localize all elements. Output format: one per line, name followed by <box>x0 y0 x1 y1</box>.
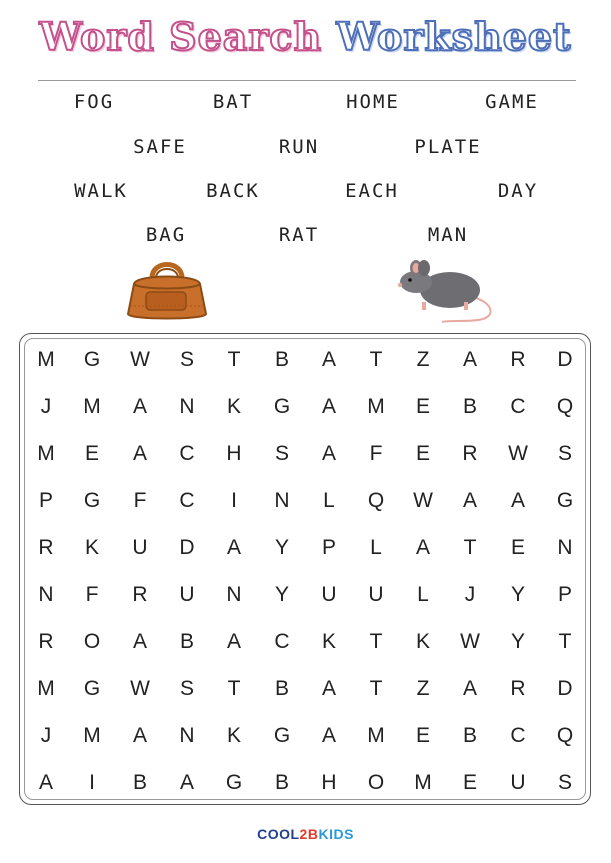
grid-letter: W <box>460 630 480 653</box>
grid-letter: N <box>179 395 195 418</box>
grid-letter: C <box>274 630 290 653</box>
word-list-item: SAFE <box>133 136 187 158</box>
word-list-item: GAME <box>485 91 539 113</box>
grid-letter: B <box>274 771 289 794</box>
grid-letter: R <box>510 677 526 700</box>
grid-letter: T <box>558 630 572 653</box>
grid-letter: R <box>38 536 54 559</box>
grid-letter: K <box>226 395 241 418</box>
grid-letter: E <box>84 442 99 465</box>
grid-letter: G <box>556 489 574 512</box>
grid-letter: U <box>321 583 337 606</box>
word-list-item: EACH <box>345 180 399 202</box>
grid-letter: B <box>274 348 289 371</box>
grid-letter: N <box>226 583 242 606</box>
grid-letter: O <box>83 630 101 653</box>
grid-letter: K <box>84 536 99 559</box>
word-list-item: HOME <box>346 91 400 113</box>
grid-letter: B <box>462 724 477 747</box>
grid-letter: G <box>83 677 101 700</box>
grid-letter: E <box>415 395 430 418</box>
grid-letter: N <box>557 536 573 559</box>
grid-letter: A <box>132 395 147 418</box>
word-list-item: BAT <box>212 91 254 113</box>
word-list-item: PLATE <box>414 136 482 158</box>
word-list-item: BAG <box>145 224 187 246</box>
grid-letter: I <box>231 489 237 512</box>
grid-letter: S <box>179 348 194 371</box>
grid-letter: E <box>415 724 430 747</box>
grid-letter: T <box>369 677 383 700</box>
grid-letter: L <box>370 536 382 559</box>
grid-letter: G <box>225 771 243 794</box>
grid-letter: B <box>462 395 477 418</box>
grid-letter: T <box>227 677 241 700</box>
grid-letter: M <box>83 395 101 418</box>
grid-letter: A <box>510 489 525 512</box>
grid-letter: E <box>510 536 525 559</box>
grid-letter: N <box>274 489 290 512</box>
grid-letter: Z <box>416 677 430 700</box>
grid-letter: G <box>273 724 291 747</box>
word-list-item: WALK <box>74 180 128 202</box>
word-list-item: RUN <box>278 136 320 158</box>
grid-letter: M <box>83 724 101 747</box>
grid-letter: N <box>38 583 54 606</box>
grid-letter: K <box>321 630 336 653</box>
grid-letter: F <box>85 583 99 606</box>
grid-letter: K <box>415 630 430 653</box>
bag-illustration <box>126 256 208 322</box>
grid-letter: A <box>179 771 194 794</box>
grid-letter: S <box>274 442 289 465</box>
grid-letter: P <box>321 536 336 559</box>
grid-letter: M <box>367 724 385 747</box>
grid-letter: Q <box>556 724 574 747</box>
grid-letter: A <box>415 536 430 559</box>
grid-letter: Q <box>367 489 385 512</box>
grid-letter: E <box>415 442 430 465</box>
word-list-item: RAT <box>278 224 320 246</box>
grid-letter: C <box>179 489 195 512</box>
grid-letter: B <box>132 771 147 794</box>
grid-letter: A <box>321 677 336 700</box>
grid-letter: S <box>557 442 572 465</box>
grid-letter: C <box>510 724 526 747</box>
grid-letter: M <box>37 677 55 700</box>
grid-letter: Y <box>510 630 525 653</box>
title-word-search: Word Search <box>39 14 323 59</box>
word-list-item: BACK <box>206 180 260 202</box>
worksheet-title <box>0 14 611 59</box>
grid-letter: U <box>368 583 384 606</box>
grid-letter: A <box>462 677 477 700</box>
grid-letter: A <box>462 489 477 512</box>
grid-letter: D <box>179 536 195 559</box>
grid-letter: M <box>367 395 385 418</box>
title-divider <box>38 80 576 81</box>
grid-letter: Y <box>274 536 289 559</box>
grid-letter: E <box>462 771 477 794</box>
grid-letter: J <box>40 724 52 747</box>
grid-letter: T <box>227 348 241 371</box>
grid-letter: G <box>83 489 101 512</box>
grid-letter: O <box>367 771 385 794</box>
grid-letter: M <box>414 771 432 794</box>
grid-letter: T <box>463 536 477 559</box>
cool2bkids-logo: COOL2BKIDS <box>257 826 354 842</box>
grid-letter: A <box>321 724 336 747</box>
grid-letter: B <box>179 630 194 653</box>
word-list-item: FOG <box>73 91 115 113</box>
grid-letter: H <box>321 771 337 794</box>
grid-letter: W <box>508 442 528 465</box>
grid-letter: T <box>369 630 383 653</box>
grid-letter: C <box>179 442 195 465</box>
grid-letter: A <box>226 536 241 559</box>
grid-letter: R <box>132 583 148 606</box>
grid-letter: A <box>132 630 147 653</box>
grid-letter: J <box>40 395 52 418</box>
grid-letter: R <box>462 442 478 465</box>
grid-letter: A <box>321 348 336 371</box>
grid-letter: U <box>510 771 526 794</box>
grid-letter: C <box>510 395 526 418</box>
grid-letter: Y <box>510 583 525 606</box>
grid-letter: K <box>226 724 241 747</box>
title-worksheet: Worksheet <box>336 14 572 59</box>
grid-letter: A <box>38 771 53 794</box>
grid-letter: D <box>557 348 573 371</box>
grid-letter: T <box>369 348 383 371</box>
grid-letter: B <box>274 677 289 700</box>
grid-letter: R <box>510 348 526 371</box>
grid-letter: F <box>369 442 383 465</box>
grid-letter: S <box>179 677 194 700</box>
grid-letter: S <box>557 771 572 794</box>
grid-letter: A <box>132 724 147 747</box>
grid-letter: W <box>130 677 150 700</box>
grid-letter: W <box>130 348 150 371</box>
grid-letter: M <box>37 442 55 465</box>
grid-letter: H <box>226 442 242 465</box>
grid-letter: A <box>462 348 477 371</box>
grid-letter: P <box>38 489 53 512</box>
word-list-item: MAN <box>427 224 469 246</box>
grid-letter: A <box>132 442 147 465</box>
rat-illustration <box>394 254 498 326</box>
grid-letter: Y <box>274 583 289 606</box>
grid-letter: G <box>83 348 101 371</box>
grid-letter: L <box>417 583 429 606</box>
grid-letter: P <box>557 583 572 606</box>
grid-letter: A <box>226 630 241 653</box>
grid-letter: Z <box>416 348 430 371</box>
grid-letter: G <box>273 395 291 418</box>
grid-letter: L <box>323 489 335 512</box>
grid-letter: F <box>133 489 147 512</box>
grid-letter: U <box>132 536 148 559</box>
grid-letter: J <box>464 583 476 606</box>
grid-letter: U <box>179 583 195 606</box>
grid-letter: D <box>557 677 573 700</box>
grid-letter: W <box>413 489 433 512</box>
grid-letter: M <box>37 348 55 371</box>
grid-letter: A <box>321 442 336 465</box>
grid-letter: Q <box>556 395 574 418</box>
grid-letter: A <box>321 395 336 418</box>
grid-letter: R <box>38 630 54 653</box>
grid-letter: N <box>179 724 195 747</box>
word-list-item: DAY <box>497 180 539 202</box>
grid-letter: I <box>89 771 95 794</box>
